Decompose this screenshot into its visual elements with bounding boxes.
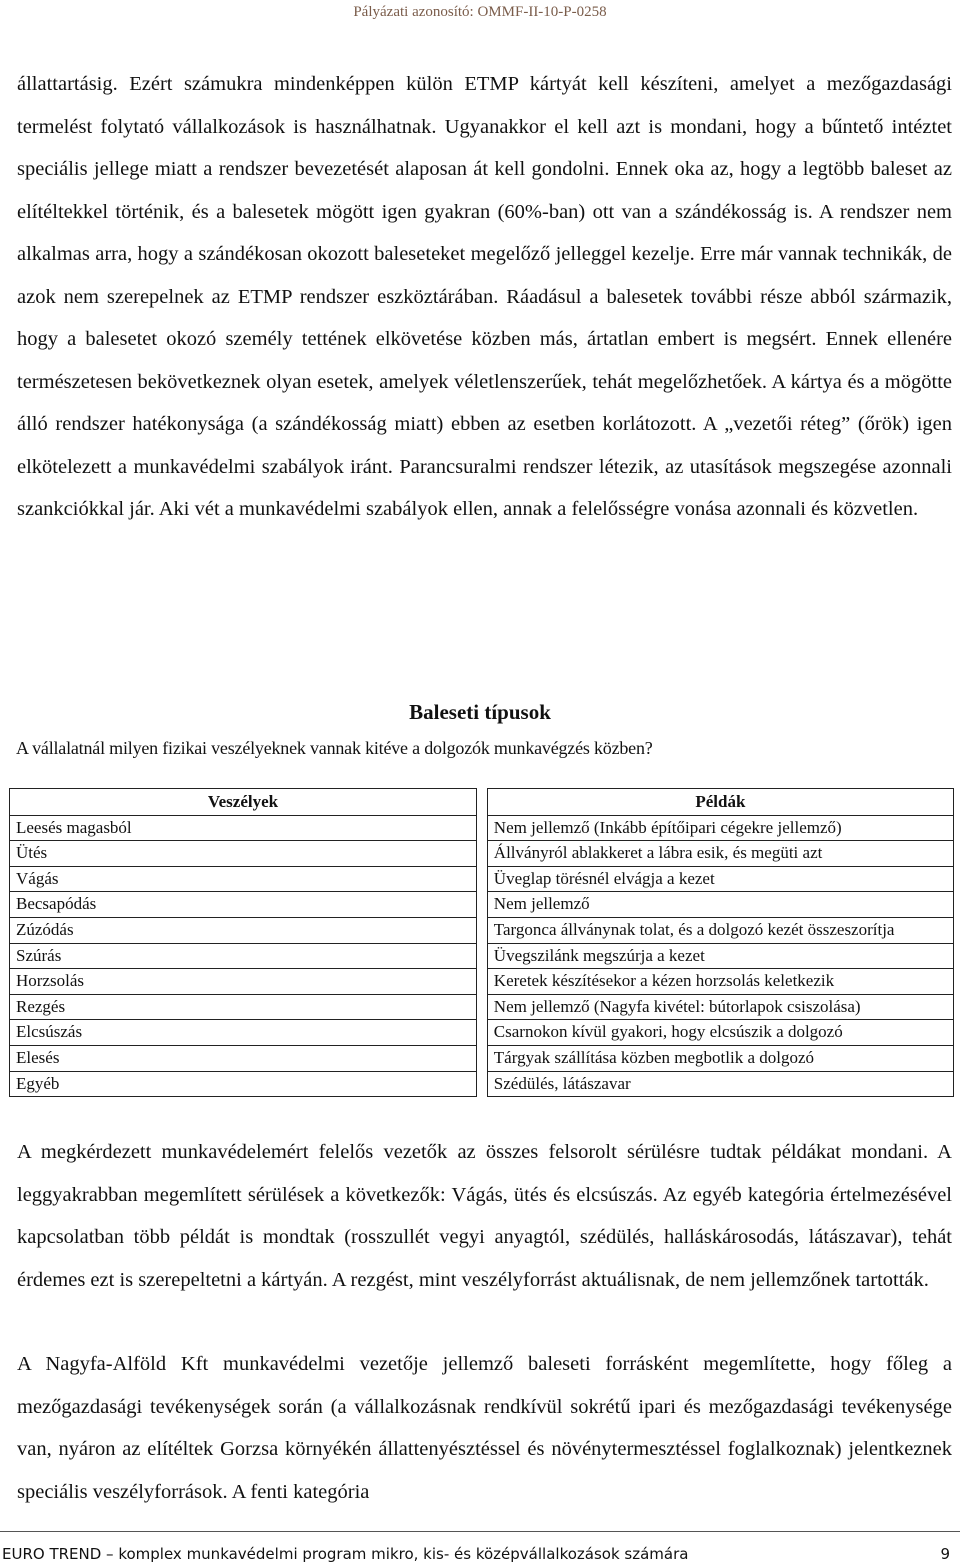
hazard-cell: Horzsolás [10,969,477,995]
hazard-rows [10,815,954,1097]
hazard-cell: Elesés [10,1045,477,1071]
example-cell: Üveglap törésnél elvágja a kezet [487,866,953,892]
table-row [10,866,954,892]
table-row [10,994,954,1020]
table-row [10,1020,954,1046]
hazards-table [9,788,954,1097]
example-cell: Keretek készítésekor a kézen horzsolás keletkezik [487,969,953,995]
table-row [10,917,954,943]
hazard-cell: Szúrás [10,943,477,969]
hazard-cell: Ütés [10,841,477,867]
table-row [10,1045,954,1071]
hazard-cell: Egyéb [10,1071,477,1097]
nagyfa-paragraph: A Nagyfa-Alföld Kft munkavédelmi vezetője jellemző baleseti forrásként megemlítette, hogy főleg a mezőgazdasági tevékenységek során (a vállalkozásnak rendkívül sokrétű ipari és mezőgazdasági tevékenysége van, nyáron az elítéltek Gorzsa környékén állattenyésztéssel és növénytermesztéssel foglalkoznak) jelentkeznek speciális veszélyforrások. A fenti kategória [17,1353,952,1503]
example-cell: Csarnokon kívül gyakori, hogy elcsúszik a dolgozó [487,1020,953,1046]
section-heading: Baleseti típusok [409,700,551,724]
hazard-cell: Rezgés [10,994,477,1020]
page-footer [0,1531,960,1568]
example-cell: Állványról ablakkeret a lábra esik, és megüti azt [487,841,953,867]
survey-question: A vállalatnál milyen fizikai veszélyeknek vannak kitéve a dolgozók munkavégzés közben? [16,738,653,758]
table-row [10,1071,954,1097]
hazard-cell: Becsapódás [10,892,477,918]
hazard-cell: Elcsúszás [10,1020,477,1046]
page-number: 9 [940,1545,950,1563]
example-cell: Üvegszilánk megszúrja a kezet [487,943,953,969]
table-row [10,841,954,867]
table-row [10,815,954,841]
example-cell: Nem jellemző (Inkább építőipari cégekre jellemző) [487,815,953,841]
table-header-row [10,789,954,816]
example-cell: Tárgyak szállítása közben megbotlik a dolgozó [487,1045,953,1071]
example-cell: Szédülés, látászavar [487,1071,953,1097]
example-cell: Nem jellemző [487,892,953,918]
example-cell: Targonca állványnak tolat, és a dolgozó kezét összeszorítja [487,917,953,943]
table-row [10,969,954,995]
project-id-header: Pályázati azonosító: OMMF-II-10-P-0258 [353,4,607,20]
table-row [10,943,954,969]
findings-paragraph: A megkérdezett munkavédelemért felelős vezetők az összes felsorolt sérülésre tudtak példákat mondani. A leggyakrabban megemlített sérülések a következők: Vágás, ütés és elcsúszás. Az egyéb kategória értelmezésével kapcsolatban több példát is mondtak (rosszullét vegyi anyagtól, szédülés, halláskárosodás, látászavar), tehát érdemes ezt is szerepeltetni a kártyán. A rezgést, mint veszélyforrást aktuálisnak, de nem jellemzőnek tartották. [17,1141,952,1291]
header-hazards: Veszélyek [10,789,477,816]
intro-paragraph: állattartásig. Ezért számukra mindenképpen külön ETMP kártyát kell készíteni, amelyet a mezőgazdasági termelést folytató vállalkozások is használhatnak. Ugyanakkor el kell azt is mondani, hogy a bűntető intéztet speciális jellege miatt a rendszer bevezetését alaposan át kell gondolni. Ennek oka az, hogy a legtöbb baleset az elítéltekkel történik, és a balesetek mögött igen gyakran (60%-ban) ott van a szándékosság is. A rendszer nem alkalmas arra, hogy a szándékosan okozott baleseteket megelőző jelleggel kezelje. Erre már vannak technikák, de azok nem szerepelnek az ETMP rendszer eszköztárában. Ráadásul a balesetek további része abból származik, hogy a balesetet okozó személy tettének elkövetése közben más, ártatlan embert is megsért. Ennek ellenére természetesen bekövetkeznek olyan esetek, amelyek véletlenszerűek, tehát megelőzhetőek. A kártya és a mögötte álló rendszer hatékonysága (a szándékosság miatt) ebben az esetben korlátozott. A „vezetői réteg” (őrök) igen elkötelezett a munkavédelmi szabályok iránt. Parancsuralmi rendszer létezik, az utasítások megszegése azonnali szankciókkal jár. Aki vét a munkavédelmi szabályok ellen, annak a felelősségre vonása azonnali és közvetlen. [17,73,952,520]
hazard-cell: Leesés magasból [10,815,477,841]
example-cell: Nem jellemző (Nagyfa kivétel: bútorlapok csiszolása) [487,994,953,1020]
hazard-cell: Zúzódás [10,917,477,943]
table-row [10,892,954,918]
header-examples: Példák [487,789,953,816]
footer-text: EURO TREND – komplex munkavédelmi program mikro, kis- és középvállalkozások számára [2,1545,689,1563]
hazard-cell: Vágás [10,866,477,892]
